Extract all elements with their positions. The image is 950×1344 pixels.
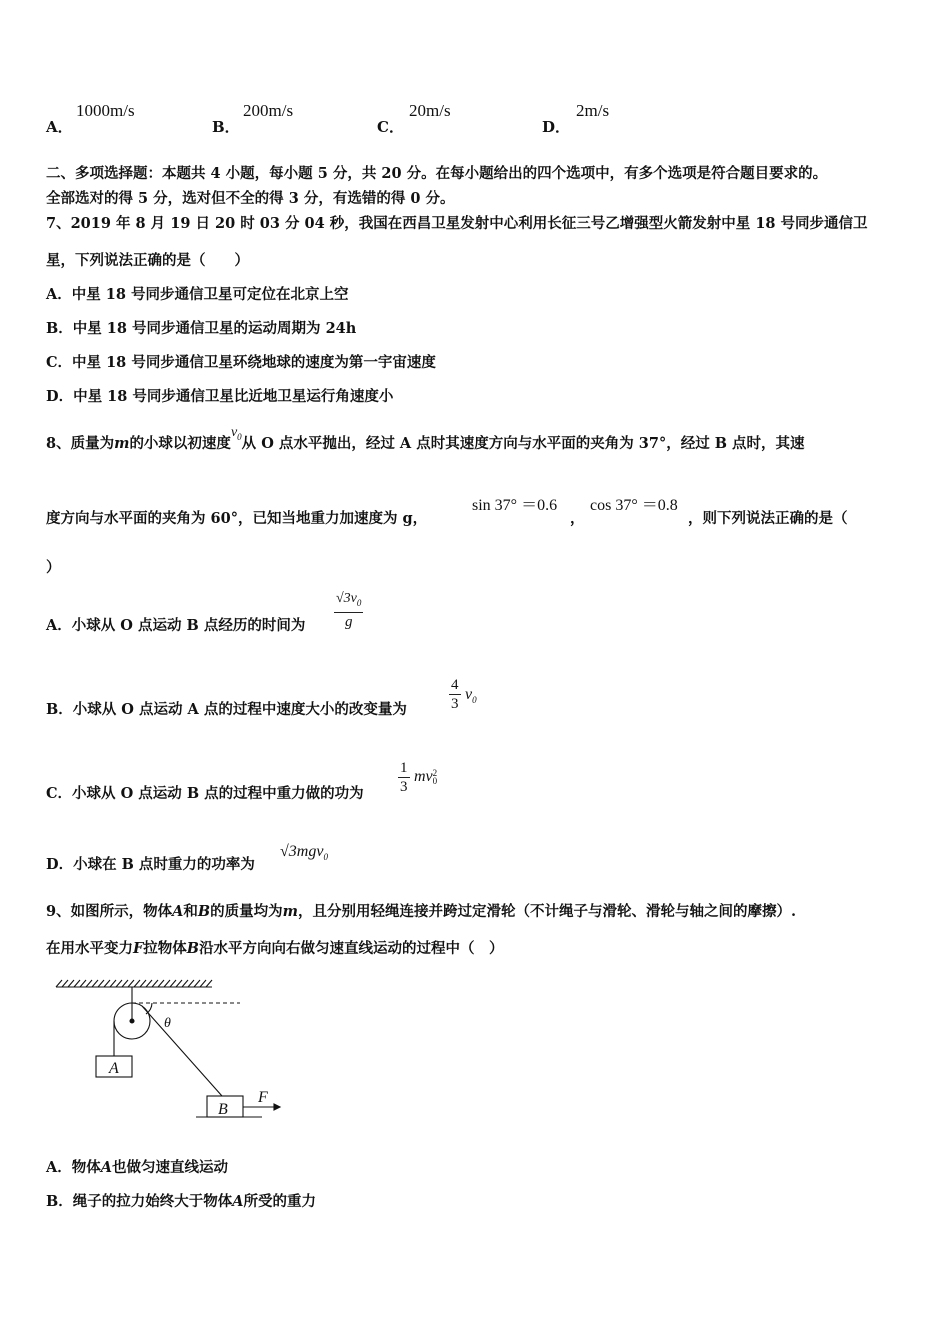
q8-v0-symbol: $v_0$	[230, 425, 242, 442]
block-b-label: B	[218, 1101, 228, 1118]
q8-option-b-fraction: $\frac{4}{3}$	[451, 677, 459, 712]
force-label: F	[258, 1089, 268, 1106]
q7-option-d: D．中星 18 号同步通信卫星比近地卫星运行角速度小	[46, 388, 394, 405]
q8-comma: ，	[570, 510, 585, 527]
section2-line1: 二、多项选择题：本题共 4 小题，每小题 5 分，共 20 分。在每小题给出的四个选项中，有多个选项是符合题目要求的。	[46, 165, 828, 182]
q8-stem-line1	[46, 425, 805, 454]
q8-option-a: A．小球从 O 点运动 B 点经历的时间为	[46, 617, 306, 634]
q7-option-b: B．中星 18 号同步通信卫星的运动周期为 24h	[46, 320, 357, 337]
q8-sin-value: sin 37° ＝0.6	[472, 497, 558, 514]
q9-stem-line2: 在用水平变力F拉物体B沿水平方向向右做匀速直线运动的过程中（ ）	[46, 940, 504, 957]
force-arrow-head	[274, 1104, 280, 1110]
q8-stem-line2a: 度方向与水平面的夹角为 60°，已知当地重力加速度为 g，	[46, 510, 428, 527]
q8-stem-line3: ）	[46, 559, 61, 576]
q7-stem-line2: 星，下列说法正确的是（ ）	[46, 252, 249, 269]
q9-option-a: A．物体A也做匀速直线运动	[46, 1159, 229, 1176]
q8-option-c: C．小球从 O 点运动 B 点的过程中重力做的功为	[46, 785, 364, 802]
q6-option-d-value: 2m/s	[576, 101, 610, 120]
q6-option-d-label: D．	[542, 118, 571, 136]
q9-option-b: B．绳子的拉力始终大于物体A所受的重力	[46, 1193, 317, 1210]
q6-option-c-value: 20m/s	[409, 101, 451, 120]
q8-option-c-expression: mv 2 0	[414, 768, 438, 787]
q6-option-a-value: 1000m/s	[76, 101, 135, 120]
pulley-axle	[130, 1019, 134, 1023]
q8-option-c-fraction: $\frac{1}{3}$	[400, 760, 408, 795]
q6-option-b-value: 200m/s	[243, 101, 294, 120]
q6-option-a-label: A．	[46, 118, 73, 136]
q8-cos-value: cos 37° ＝0.8	[590, 497, 678, 514]
q6-option-b-label: B．	[212, 118, 240, 136]
q8-option-b: B．小球从 O 点运动 A 点的过程中速度大小的改变量为	[46, 701, 407, 718]
theta-label: θ	[164, 1016, 171, 1031]
q8-text-part3: 从 O 点水平抛出，经过 A 点时其速度方向与水平面的夹角为 37°，经过 B 点时，其速	[241, 435, 805, 452]
pulley-diagram	[40, 972, 300, 1127]
ceiling-hatch	[56, 980, 212, 987]
q9-stem-line1: 9、如图所示，物体A和B的质量均为m，且分别用轻绳连接并跨过定滑轮（不计绳子与滑轮、滑轮与轴之间的摩擦）.	[46, 903, 797, 920]
section2-line2: 全部选对的得 5 分，选对但不全的得 3 分，有选错的得 0 分。	[46, 190, 455, 207]
q8-text-part1: 8、质量为	[46, 435, 115, 452]
q8-text-part2: 的小球以初速度	[129, 435, 231, 452]
q8-option-a-fraction: $\frac{√3v_0}{g}$	[336, 591, 362, 630]
q8-option-d-expression: √3mgv$_0$	[280, 843, 328, 863]
q7-option-c: C．中星 18 号同步通信卫星环绕地球的速度为第一宇宙速度	[46, 354, 436, 371]
theta-arc	[146, 1003, 152, 1014]
q8-option-b-velocity: $v_0$	[465, 686, 477, 706]
q7-option-a: A．中星 18 号同步通信卫星可定位在北京上空	[46, 286, 349, 303]
block-a-label: A	[109, 1060, 119, 1077]
rope-to-b	[142, 1006, 222, 1096]
q7-stem-line1: 7、2019 年 8 月 19 日 20 时 03 分 04 秒，我国在西昌卫星发射中心利用长征三号乙增强型火箭发射中星 18 号同步通信卫	[46, 215, 868, 232]
q8-option-d: D．小球在 B 点时重力的功率为	[46, 856, 255, 873]
q6-option-c-label: C．	[377, 118, 404, 136]
q8-mass-symbol: m	[114, 435, 130, 452]
q8-stem-line2b: ，则下列说法正确的是（	[688, 510, 848, 527]
